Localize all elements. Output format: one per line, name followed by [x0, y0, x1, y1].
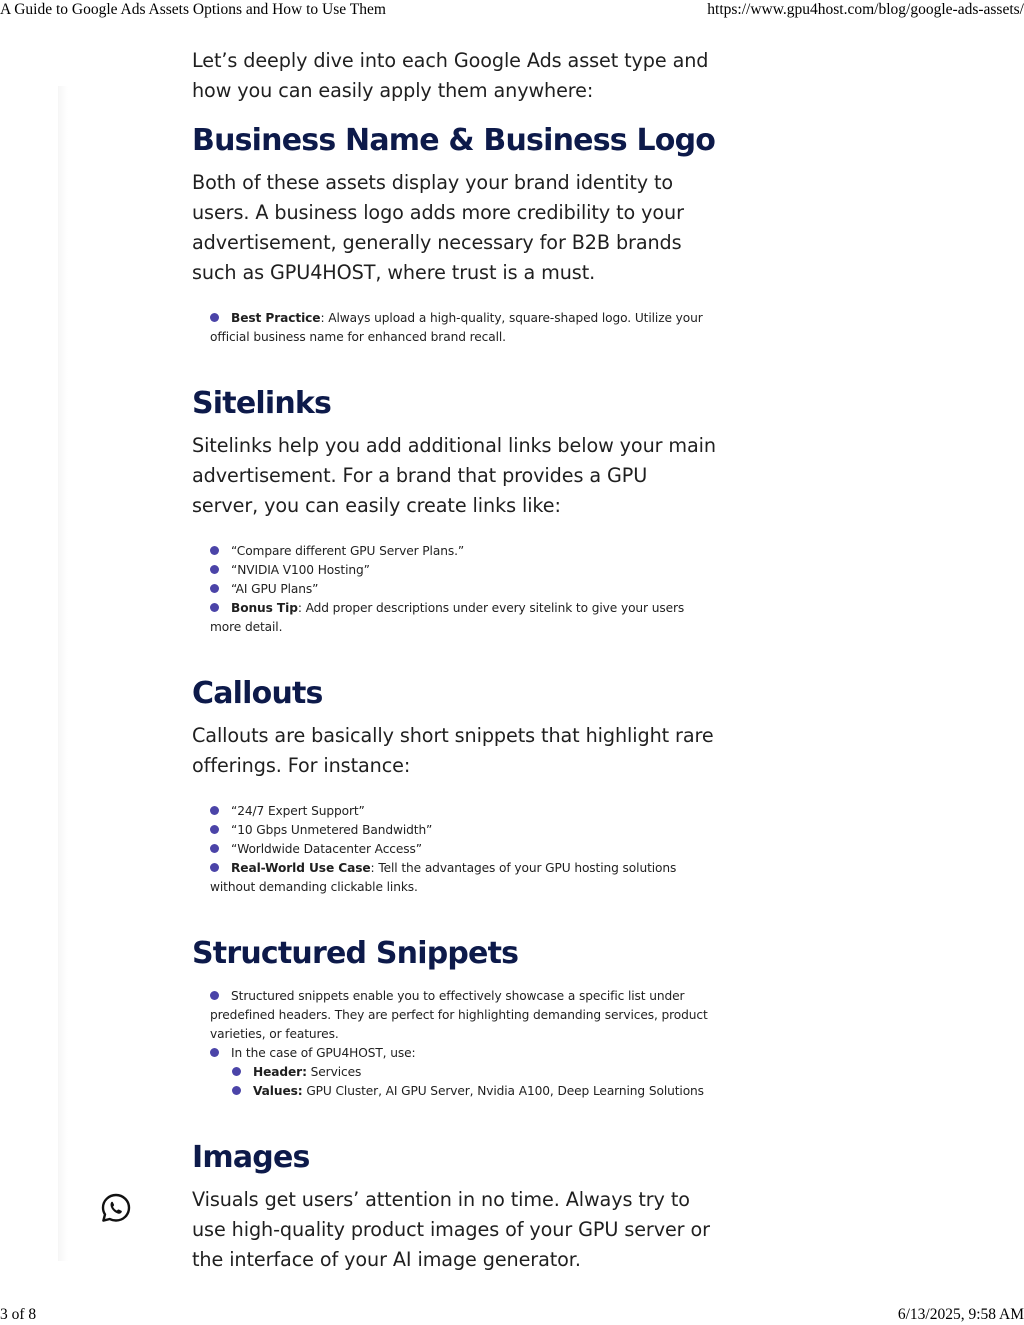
- intro-paragraph: Let’s deeply dive into each Google Ads asset type and how you can easily apply them anywhere:: [192, 49, 709, 102]
- list-item: Best Practice: Always upload a high-quality, square-shaped logo. Utilize your official business name for enhanced brand recall.: [210, 311, 703, 344]
- bullet-dot: [210, 546, 219, 555]
- print-url: https://www.gpu4host.com/blog/google-ads-assets/: [707, 1, 1024, 18]
- bullet-dot: [210, 806, 219, 815]
- list-item: “24/7 Expert Support”: [210, 802, 717, 821]
- list-item: Structured snippets enable you to effectively showcase a specific list under predefined headers. They are perfect for highlighting demanding services, product varieties, or features.: [210, 989, 708, 1041]
- heading-structured-snippets: Structured Snippets: [192, 936, 519, 971]
- bullet-dot: [210, 603, 219, 612]
- business-paragraph: Both of these assets display your brand identity to users. A business logo adds more credibility to your advertisement, generally necessary for B2B brands such as GPU4HOST, where trust is a must.: [192, 171, 684, 284]
- list-item: In the case of GPU4HOST, use: Header: Services Values: GPU Cluster, AI GPU Server, Nvidia A100, Deep Learning Solutions: [210, 1044, 717, 1101]
- bullet-dot: [232, 1067, 241, 1076]
- page-number: 3 of 8: [0, 1306, 37, 1323]
- bullet-dot: [210, 844, 219, 853]
- bullet-dot: [210, 313, 219, 322]
- list-item: Header: Services: [232, 1063, 717, 1082]
- bullet-dot: [210, 991, 219, 1000]
- sitelinks-paragraph: Sitelinks help you add additional links below your main advertisement. For a brand that provides a GPU server, you can easily create links like:: [192, 434, 716, 517]
- bullet-dot: [232, 1086, 241, 1095]
- bullet-dot: [210, 863, 219, 872]
- bullet-dot: [210, 825, 219, 834]
- list-item: Bonus Tip: Add proper descriptions under every sitelink to give your users more detail.: [210, 601, 685, 634]
- images-paragraph: Visuals get users’ attention in no time. Always try to use high-quality product images of your GPU server or the interface of your AI image generator.: [192, 1188, 710, 1271]
- print-header: [0, 1, 1024, 19]
- snippets-list: [192, 987, 717, 1101]
- heading-business-name: Business Name & Business Logo: [192, 123, 716, 158]
- heading-images: Images: [192, 1140, 310, 1175]
- list-item: Real-World Use Case: Tell the advantages of your GPU hosting solutions without demanding clickable links.: [210, 861, 677, 894]
- snippets-sublist: [210, 1063, 717, 1101]
- heading-callouts: Callouts: [192, 676, 323, 711]
- bullet-dot: [210, 565, 219, 574]
- list-item: “NVIDIA V100 Hosting”: [210, 561, 717, 580]
- article-content: [192, 46, 717, 1275]
- bullet-dot: [210, 1048, 219, 1057]
- list-item: “AI GPU Plans”: [210, 580, 717, 599]
- print-datetime: 6/13/2025, 9:58 AM: [897, 1306, 1024, 1323]
- list-item: Values: GPU Cluster, AI GPU Server, Nvidia A100, Deep Learning Solutions: [232, 1082, 717, 1101]
- list-item: “Compare different GPU Server Plans.”: [210, 542, 717, 561]
- heading-sitelinks: Sitelinks: [192, 386, 332, 421]
- callouts-paragraph: Callouts are basically short snippets that highlight rare offerings. For instance:: [192, 724, 714, 777]
- business-list: [192, 309, 717, 347]
- list-item: “Worldwide Datacenter Access”: [210, 840, 717, 859]
- print-title: A Guide to Google Ads Assets Options and How to Use Them: [0, 1, 386, 18]
- whatsapp-icon[interactable]: [100, 1192, 132, 1224]
- list-item: “10 Gbps Unmetered Bandwidth”: [210, 821, 717, 840]
- left-shadow: [58, 86, 68, 1261]
- print-footer: [0, 1306, 1024, 1324]
- bullet-dot: [210, 584, 219, 593]
- callouts-list: [192, 802, 717, 897]
- sitelinks-list: [192, 542, 717, 637]
